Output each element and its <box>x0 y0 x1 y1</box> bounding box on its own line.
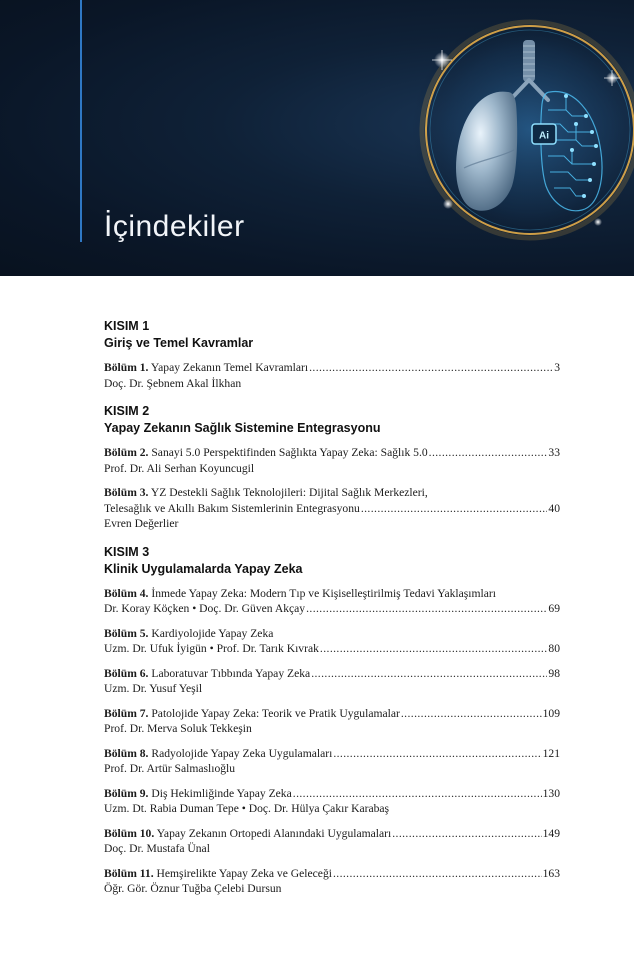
chapter-authors: Prof. Dr. Artür Salmaslıoğlu <box>104 762 236 775</box>
chapter-title-line <box>104 626 560 642</box>
dot-leader <box>361 501 548 517</box>
chapter-authors: Uzm. Dt. Rabia Duman Tepe • Doç. Dr. Hülya Çakır Karabaş <box>104 802 390 815</box>
chapter-number: Bölüm 5. <box>104 626 149 640</box>
chapter-authors: Prof. Dr. Merva Soluk Tekkeşin <box>104 722 252 735</box>
toc-part <box>104 403 560 532</box>
chapter-page-number: 130 <box>542 786 560 800</box>
toc-chapter-entry[interactable] <box>104 746 560 777</box>
dot-leader <box>293 786 542 802</box>
chapter-authors: Evren Değerlier <box>104 517 179 530</box>
chapter-line <box>104 866 560 882</box>
toc-part <box>104 318 560 391</box>
toc-chapter-entry[interactable] <box>104 626 560 657</box>
toc-chapter-entry[interactable] <box>104 485 560 532</box>
chapter-title: Yapay Zekanın Ortopedi Alanındaki Uygulamaları <box>156 826 392 840</box>
toc-part <box>104 544 560 897</box>
chapter-title: Radyolojide Yapay Zeka Uygulamaları <box>151 746 333 760</box>
toc-chapter-entry[interactable] <box>104 706 560 737</box>
chapter-number: Bölüm 8. <box>104 746 149 760</box>
toc-chapter-entry[interactable] <box>104 445 560 476</box>
table-of-contents <box>104 318 560 909</box>
chapter-authors: Uzm. Dr. Yusuf Yeşil <box>104 682 203 695</box>
sparkle <box>594 218 602 226</box>
chapter-number: Bölüm 9. <box>104 786 149 800</box>
toc-chapter-entry[interactable] <box>104 360 560 391</box>
chapter-title: Sanayi 5.0 Perspektifinden Sağlıkta Yapay Zeka: Sağlık 5.0 <box>151 446 428 459</box>
chapter-page-number: 121 <box>542 746 560 760</box>
ai-lung-illustration <box>380 0 634 276</box>
accent-line <box>80 0 82 242</box>
chapter-line <box>104 360 560 376</box>
toc-chapter-entry[interactable] <box>104 786 560 817</box>
chapter-number: Bölüm 7. <box>104 706 149 720</box>
chapter-number: Bölüm 10. <box>104 826 155 840</box>
chapter-title-line <box>104 586 560 602</box>
chapter-title: Kardiyolojide Yapay Zeka <box>151 626 274 640</box>
chapter-line <box>104 826 560 842</box>
chapter-line <box>104 601 560 617</box>
chapter-line <box>104 445 560 461</box>
chapter-number: Bölüm 1. <box>104 361 149 374</box>
toc-chapter-entry[interactable] <box>104 866 560 897</box>
dot-leader <box>429 445 548 461</box>
chapter-title: Patolojide Yapay Zeka: Teorik ve Pratik Uygulamalar <box>151 706 400 720</box>
chapter-authors: Doç. Dr. Şebnem Akal İlkhan <box>104 376 242 390</box>
chapter-page-number: 163 <box>542 866 560 880</box>
dot-leader <box>392 826 541 842</box>
chapter-line <box>104 501 560 517</box>
dot-leader <box>311 666 547 682</box>
chapter-page-number: 69 <box>548 602 560 615</box>
chapter-authors: Öğr. Gör. Öznur Tuğba Çelebi Dursun <box>104 882 282 895</box>
chapter-title-line <box>104 485 560 501</box>
chapter-title: Yapay Zekanın Temel Kavramları <box>150 361 309 374</box>
part-title: Klinik Uygulamalarda Yapay Zeka <box>104 561 303 576</box>
chapter-page-number: 33 <box>548 446 560 459</box>
part-label: KISIM 2 <box>104 404 150 418</box>
chapter-number: Bölüm 3. <box>104 486 149 499</box>
toc-chapter-entry[interactable] <box>104 586 560 617</box>
chapter-page-number: 98 <box>548 666 560 680</box>
chapter-page-number: 80 <box>548 642 560 655</box>
part-title: Yapay Zekanın Sağlık Sistemine Entegrasyonu <box>104 421 381 435</box>
chapter-title: İnmede Yapay Zeka: Modern Tıp ve Kişiselleştirilmiş Tedavi Yaklaşımları <box>151 586 496 600</box>
chapter-page-number: 109 <box>542 706 560 720</box>
chapter-number: Bölüm 11. <box>104 866 154 880</box>
dot-leader <box>320 641 547 657</box>
chapter-authors: Dr. Koray Köçken • Doç. Dr. Güven Akçay <box>104 602 306 615</box>
chapter-page-number: 40 <box>548 501 560 515</box>
dot-leader <box>306 601 547 617</box>
part-label: KISIM 3 <box>104 544 150 559</box>
toc-chapter-entry[interactable] <box>104 826 560 857</box>
chapter-number: Bölüm 6. <box>104 666 149 680</box>
dot-leader <box>309 360 553 376</box>
chapter-line <box>104 786 560 802</box>
part-title: Giriş ve Temel Kavramlar <box>104 336 254 350</box>
chapter-authors: Uzm. Dr. Ufuk İyigün • Prof. Dr. Tarık Kıvrak <box>104 642 319 655</box>
part-label: KISIM 1 <box>104 319 150 333</box>
chapter-title: Diş Hekimliğinde Yapay Zeka <box>151 786 292 800</box>
header-banner <box>0 0 634 276</box>
dot-leader <box>401 706 542 722</box>
chapter-title: Telesağlık ve Akıllı Bakım Sistemlerinin Entegrasyonu <box>104 501 360 515</box>
chapter-page-number: 3 <box>554 361 560 374</box>
toc-chapter-entry[interactable] <box>104 666 560 697</box>
chapter-authors: Prof. Dr. Ali Serhan Koyuncugil <box>104 461 255 475</box>
chapter-number: Bölüm 4. <box>104 586 149 600</box>
chapter-page-number: 149 <box>542 826 560 840</box>
chapter-title: Hemşirelikte Yapay Zeka ve Geleceği <box>156 866 332 880</box>
dot-leader <box>333 866 542 882</box>
chapter-line <box>104 706 560 722</box>
page-title: İçindekiler <box>104 210 245 243</box>
chapter-number: Bölüm 2. <box>104 446 149 459</box>
chapter-title: Laboratuvar Tıbbında Yapay Zeka <box>151 666 311 680</box>
chapter-authors: Doç. Dr. Mustafa Ünal <box>104 842 210 855</box>
dot-leader <box>333 746 541 762</box>
chapter-title: YZ Destekli Sağlık Teknolojileri: Dijital Sağlık Merkezleri, <box>150 486 428 499</box>
sparkle <box>443 199 453 209</box>
ai-badge-text: Ai <box>539 130 549 142</box>
chapter-line <box>104 641 560 657</box>
chapter-line <box>104 666 560 682</box>
chapter-line <box>104 746 560 762</box>
